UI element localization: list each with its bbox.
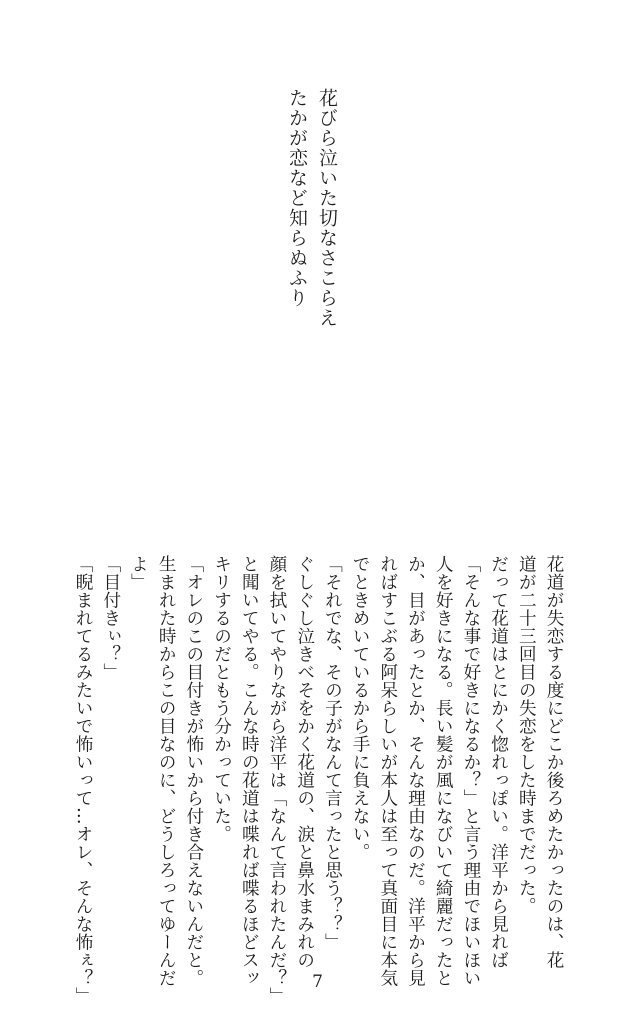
body-line: だって花道はとにかく惚れっぽい。洋平から見れば	[488, 555, 509, 969]
body-line: 生まれた時からこの目なのに、どうしろってゆーんだ	[156, 555, 177, 987]
chapter-title	[282, 88, 342, 348]
page-number: 7	[312, 972, 323, 992]
body-line: 花道が失恋する度にどこか後ろめたかったのは、花	[544, 555, 564, 969]
body-line: 「そんな事で好きになるか？」と言う理由でほいほい	[460, 555, 481, 987]
body-line: よ」	[128, 555, 149, 591]
body-line: キリするのだともう分かっていた。	[211, 555, 232, 843]
body-line: 人を好きになる。長い髪が風になびいて綺麗だったと	[433, 555, 454, 987]
title-line-1: 花びら泣いた切なさこらえ	[316, 88, 338, 328]
body-line: 「睨まれてるみたいで怖いって…オレ、そんな怖ぇ？」	[73, 555, 94, 1005]
body-line: と聞いてやる。こんな時の花道は喋れば喋るほどスッ	[239, 555, 260, 987]
body-line: 「オレのこの目付きが怖いから付き合えないんだと。	[183, 555, 204, 987]
body-line: か、目があったとか、そんな理由なのだ。洋平から見	[405, 555, 426, 987]
body-line: ればすこぶる阿呆らしいが本人は至って真面目に本気	[377, 555, 398, 987]
body-line: ぐしぐし泣きべそをかく花道の、涙と鼻水まみれの	[294, 555, 315, 969]
body-line: でときめいているから手に負えない。	[350, 555, 371, 861]
body-line: 顔を拭いてやりながら洋平は「なんて言われたんだ？」	[266, 555, 287, 1005]
body-line: 「目付きぃ？」	[100, 555, 121, 681]
body-text	[68, 555, 567, 1005]
body-line: 道が二十三回目の失恋をした時までだった。	[516, 555, 537, 915]
body-line: 「それでな、その子がなんて言ったと思う？？」	[322, 555, 343, 951]
title-line-2: たかが恋など知らぬふり	[286, 88, 308, 308]
